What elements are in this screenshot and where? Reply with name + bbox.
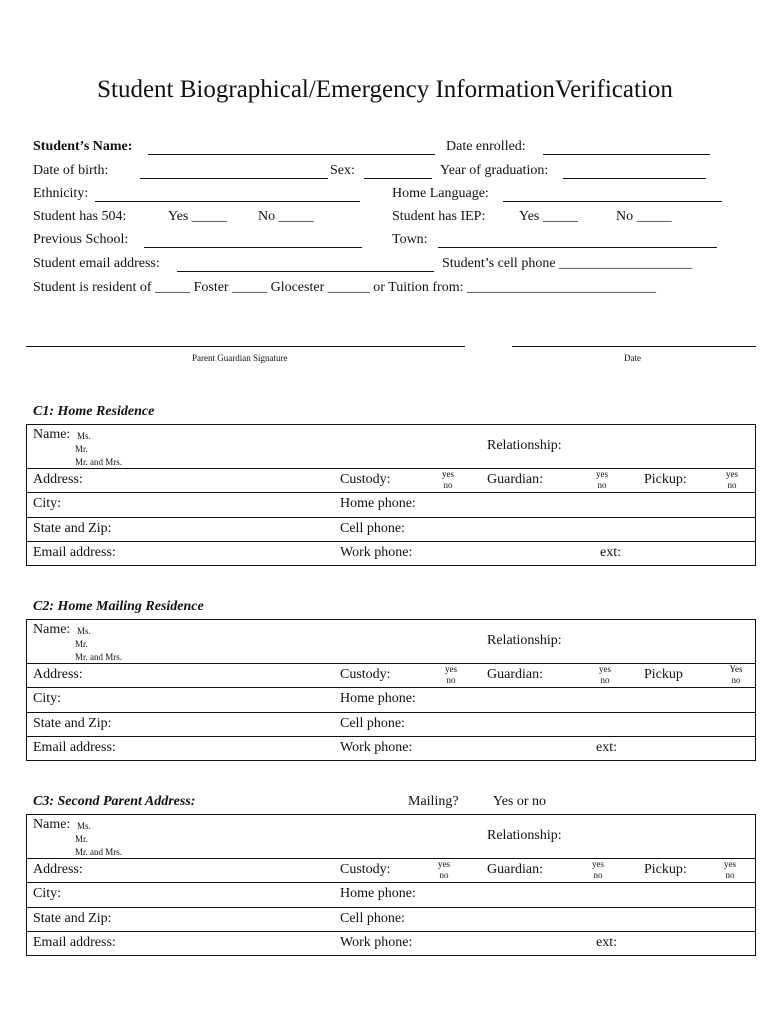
town-field[interactable]	[438, 247, 717, 248]
student-iep-no[interactable]: No _____	[616, 209, 672, 224]
home-language-field[interactable]	[503, 201, 722, 202]
sex-field[interactable]	[364, 178, 432, 179]
student-cell-label[interactable]: Student’s cell phone ___________________	[442, 256, 693, 271]
row-divider	[27, 736, 755, 737]
guardian-no[interactable]: no	[600, 675, 610, 685]
guardian-options[interactable]	[591, 469, 613, 491]
section-c3-title: C3: Second Parent Address:	[33, 794, 196, 809]
address-label: Address:	[33, 667, 83, 682]
relationship-label: Relationship:	[487, 633, 562, 648]
sex-label: Sex:	[330, 163, 355, 178]
row-divider	[27, 882, 755, 883]
mailing-label: Mailing?	[408, 794, 459, 809]
name-label: Name:	[33, 817, 71, 832]
section-c3-block	[26, 814, 756, 956]
name-label: Name:	[33, 427, 71, 442]
home-phone-label: Home phone:	[340, 691, 416, 706]
work-phone-label: Work phone:	[340, 740, 413, 755]
row-divider	[27, 687, 755, 688]
parent-signature-label: Parent Guardian Signature	[192, 353, 288, 363]
city-label: City:	[33, 496, 62, 511]
student-email-label: Student email address:	[33, 256, 160, 271]
student-iep-label: Student has IEP:	[392, 209, 486, 224]
home-language-label: Home Language:	[392, 186, 489, 201]
pickup-options[interactable]	[725, 664, 747, 686]
graduation-year-field[interactable]	[563, 178, 706, 179]
pickup-yes[interactable]: yes	[726, 469, 738, 479]
date-enrolled-field[interactable]	[543, 154, 710, 155]
title-mr-mrs[interactable]: Mr. and Mrs.	[75, 652, 122, 662]
ethnicity-field[interactable]	[95, 201, 360, 202]
student-iep-yes[interactable]: Yes _____	[519, 209, 578, 224]
row-divider	[27, 712, 755, 713]
student-email-field[interactable]	[177, 271, 434, 272]
row-divider	[27, 541, 755, 542]
pickup-no[interactable]: no	[731, 675, 741, 685]
student-504-yes[interactable]: Yes _____	[168, 209, 227, 224]
previous-school-label: Previous School:	[33, 232, 129, 247]
row-divider	[27, 468, 755, 469]
custody-no[interactable]: no	[439, 870, 449, 880]
ethnicity-label: Ethnicity:	[33, 186, 89, 201]
custody-label: Custody:	[340, 472, 391, 487]
custody-yes[interactable]: yes	[442, 469, 454, 479]
home-phone-label: Home phone:	[340, 886, 416, 901]
pickup-label: Pickup:	[644, 862, 687, 877]
cell-phone-label: Cell phone:	[340, 911, 405, 926]
email-label: Email address:	[33, 545, 116, 560]
name-label: Name:	[33, 622, 71, 637]
state-zip-label: State and Zip:	[33, 716, 112, 731]
guardian-yes[interactable]: yes	[596, 469, 608, 479]
graduation-year-label: Year of graduation:	[440, 163, 549, 178]
custody-options[interactable]	[433, 859, 455, 881]
state-zip-label: State and Zip:	[33, 911, 112, 926]
email-label: Email address:	[33, 740, 116, 755]
section-c1-title: C1: Home Residence	[33, 404, 155, 419]
city-label: City:	[33, 691, 62, 706]
signature-date-line[interactable]	[512, 346, 756, 347]
section-c2-block	[26, 619, 756, 761]
title-ms[interactable]: Ms.	[77, 626, 91, 636]
student-504-no[interactable]: No _____	[258, 209, 314, 224]
section-c2-title: C2: Home Mailing Residence	[33, 599, 204, 614]
student-name-label: Student’s Name:	[33, 139, 133, 154]
email-label: Email address:	[33, 935, 116, 950]
title-mr-mrs[interactable]: Mr. and Mrs.	[75, 457, 122, 467]
custody-no[interactable]: no	[446, 675, 456, 685]
dob-label: Date of birth:	[33, 163, 109, 178]
guardian-yes[interactable]: yes	[592, 859, 604, 869]
ext-label: ext:	[600, 545, 621, 560]
pickup-label: Pickup:	[644, 472, 687, 487]
guardian-yes[interactable]: yes	[599, 664, 611, 674]
relationship-label: Relationship:	[487, 438, 562, 453]
cell-phone-label: Cell phone:	[340, 521, 405, 536]
address-label: Address:	[33, 472, 83, 487]
mailing-value[interactable]: Yes or no	[493, 794, 547, 809]
ext-label: ext:	[596, 740, 617, 755]
custody-yes[interactable]: yes	[438, 859, 450, 869]
custody-options[interactable]	[440, 664, 462, 686]
row-divider	[27, 858, 755, 859]
section-c1-block	[26, 424, 756, 566]
guardian-options[interactable]	[587, 859, 609, 881]
page-title: Student Biographical/Emergency InformationVerification	[97, 76, 673, 103]
dob-field[interactable]	[140, 178, 328, 179]
guardian-no[interactable]: no	[597, 480, 607, 490]
date-enrolled-label: Date enrolled:	[446, 139, 526, 154]
custody-no[interactable]: no	[443, 480, 453, 490]
custody-label: Custody:	[340, 862, 391, 877]
guardian-label: Guardian:	[487, 472, 543, 487]
title-ms[interactable]: Ms.	[77, 431, 91, 441]
signature-date-label: Date	[624, 353, 641, 363]
student-504-label: Student has 504:	[33, 209, 127, 224]
work-phone-label: Work phone:	[340, 545, 413, 560]
pickup-label: Pickup	[644, 667, 683, 682]
state-zip-label: State and Zip:	[33, 521, 112, 536]
pickup-options[interactable]	[719, 859, 741, 881]
custody-options[interactable]	[437, 469, 459, 491]
guardian-options[interactable]	[594, 664, 616, 686]
title-ms[interactable]: Ms.	[77, 821, 91, 831]
title-mr[interactable]: Mr.	[75, 834, 88, 844]
work-phone-label: Work phone:	[340, 935, 413, 950]
resident-line[interactable]: Student is resident of _____ Foster _____ Glocester ______ or Tuition from: ___________________________	[33, 280, 656, 295]
pickup-no[interactable]: no	[725, 870, 735, 880]
relationship-label: Relationship:	[487, 828, 562, 843]
student-name-field[interactable]	[148, 154, 435, 155]
address-label: Address:	[33, 862, 83, 877]
pickup-no[interactable]: no	[727, 480, 737, 490]
row-divider	[27, 517, 755, 518]
title-mr[interactable]: Mr.	[75, 639, 88, 649]
row-divider	[27, 907, 755, 908]
custody-yes[interactable]: yes	[445, 664, 457, 674]
guardian-label: Guardian:	[487, 667, 543, 682]
row-divider	[27, 492, 755, 493]
row-divider	[27, 931, 755, 932]
row-divider	[27, 663, 755, 664]
town-label: Town:	[392, 232, 428, 247]
pickup-options[interactable]	[721, 469, 743, 491]
city-label: City:	[33, 886, 62, 901]
pickup-yes[interactable]: Yes	[729, 664, 743, 674]
cell-phone-label: Cell phone:	[340, 716, 405, 731]
previous-school-field[interactable]	[144, 247, 362, 248]
parent-signature-line[interactable]	[26, 346, 465, 347]
ext-label: ext:	[596, 935, 617, 950]
title-mr-mrs[interactable]: Mr. and Mrs.	[75, 847, 122, 857]
title-mr[interactable]: Mr.	[75, 444, 88, 454]
guardian-no[interactable]: no	[593, 870, 603, 880]
home-phone-label: Home phone:	[340, 496, 416, 511]
guardian-label: Guardian:	[487, 862, 543, 877]
custody-label: Custody:	[340, 667, 391, 682]
pickup-yes[interactable]: yes	[724, 859, 736, 869]
